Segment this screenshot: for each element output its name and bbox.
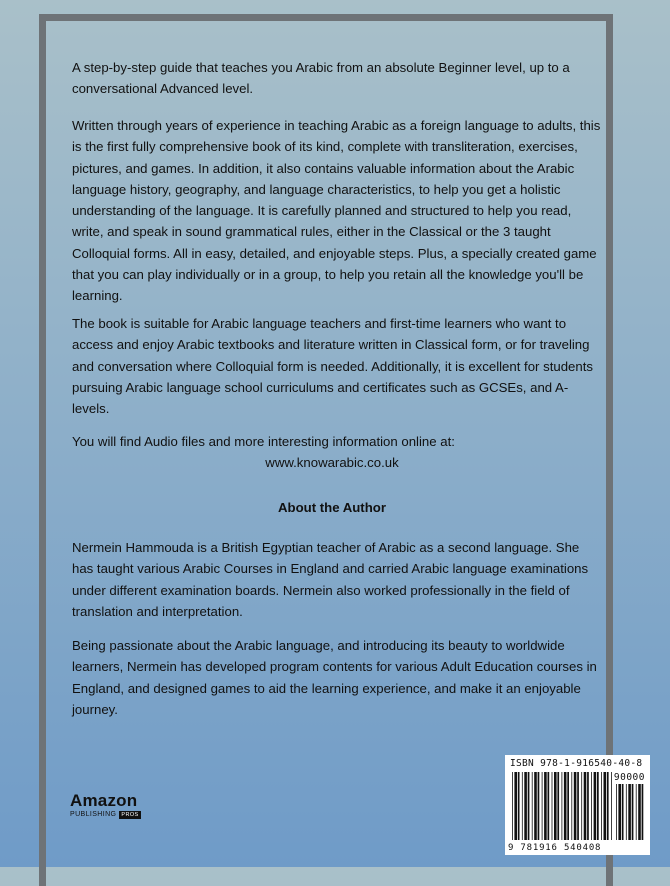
barcode-bar <box>552 772 553 840</box>
barcode-bar <box>584 772 587 840</box>
barcode-bar <box>636 784 637 840</box>
barcode-digits: 9 781916 540408 <box>508 843 602 853</box>
barcode-bar <box>594 772 597 840</box>
publisher-name: Amazon <box>70 791 138 810</box>
barcode-bar <box>604 772 607 840</box>
barcode-bar <box>532 772 533 840</box>
barcode-bar <box>542 772 543 840</box>
barcode-bar <box>562 772 563 840</box>
barcode-bar <box>581 772 582 840</box>
barcode-bar <box>557 772 559 840</box>
barcode-bar <box>597 772 599 840</box>
online-text: You will find Audio files and more interesting information online at: <box>72 434 455 449</box>
author-passion-paragraph: Being passionate about the Arabic language, and introducing its beauty to worldwide learners, Nermein has developed program contents for various Adult Education courses in England, and designed games to aid the learning experience, and make it an enjoyable journey. <box>72 638 597 717</box>
barcode-bar <box>577 772 579 840</box>
price-code: 90000 <box>613 772 645 783</box>
description-paragraph: Written through years of experience in teaching Arabic as a foreign language to adults, this is the first fully comprehensive book of its kind, complete with transliteration, exercises, pictures, and games. In addition, it also contains valuable information about the Arabic language history, geography, and language characteristics, to help you get a holistic understanding of the language. It is carefully planned and structured to help you read, write, and speak in sound grammatical rules, either in the Classical or the 3 taught Colloquial forms. All in easy, detailed, and enjoyable steps. Plus, a specially created game that you can play individually or in a group, to help you retain all the knowledge you'll be learning. <box>72 118 601 304</box>
barcode-bar <box>564 772 567 840</box>
barcode-bar <box>534 772 537 840</box>
barcode-bar <box>626 784 627 840</box>
intro-paragraph: A step-by-step guide that teaches you Arabic from an absolute Beginner level, up to a conversational Advanced level. <box>72 60 570 97</box>
barcode-bar <box>591 772 592 840</box>
barcode-bar <box>611 772 612 840</box>
barcode-bar <box>567 772 569 840</box>
barcode-bar <box>622 784 624 840</box>
barcode-bar <box>528 772 530 840</box>
website-link: www.knowarabic.co.uk <box>265 455 399 470</box>
author-heading: About the Author <box>278 500 386 515</box>
barcode-bar <box>518 772 520 840</box>
publisher-logo <box>70 792 150 824</box>
barcode-bar <box>512 772 513 840</box>
barcode-bar <box>514 772 517 840</box>
barcode-addon-bars-icon <box>616 784 646 840</box>
barcode-bar <box>601 772 602 840</box>
barcode-bar <box>544 772 547 840</box>
publisher-badge: PROS <box>121 812 139 818</box>
barcode-bar <box>538 772 540 840</box>
barcode-bar <box>524 772 527 840</box>
barcode-bar <box>522 772 523 840</box>
barcode-bar <box>632 784 634 840</box>
audience-paragraph: The book is suitable for Arabic language teachers and first-time learners who want to access and enjoy Arabic textbooks and literature written in Classical form, or for traveling and conversation where Colloquial form is needed. Additionally, it is excellent for students pursuing Arabic language school curriculums and certificates such as GCSEs, and A-levels. <box>72 316 593 417</box>
isbn-number: ISBN 978-1-916540-40-8 <box>510 758 643 769</box>
isbn-barcode <box>505 755 650 855</box>
barcode-bar <box>574 772 577 840</box>
author-bio-paragraph: Nermein Hammouda is a British Egyptian teacher of Arabic as a second language. She has taught various Arabic Courses in England and carried Arabic language examinations under different examination boards. Nermein also worked professionally in the field of translation and interpretation. <box>72 540 589 619</box>
barcode-bar <box>554 772 557 840</box>
barcode-bar <box>571 772 572 840</box>
barcode-bar <box>548 772 550 840</box>
barcode-bar <box>607 772 609 840</box>
barcode-bar <box>616 784 617 840</box>
barcode-bars-icon <box>512 772 614 840</box>
barcode-bar <box>587 772 589 840</box>
publisher-sub: PUBLISHING <box>70 811 117 818</box>
publisher-subline <box>70 810 150 820</box>
barcode-bar <box>618 784 621 840</box>
barcode-bar <box>638 784 641 840</box>
barcode-bar <box>642 784 644 840</box>
barcode-bar <box>628 784 631 840</box>
